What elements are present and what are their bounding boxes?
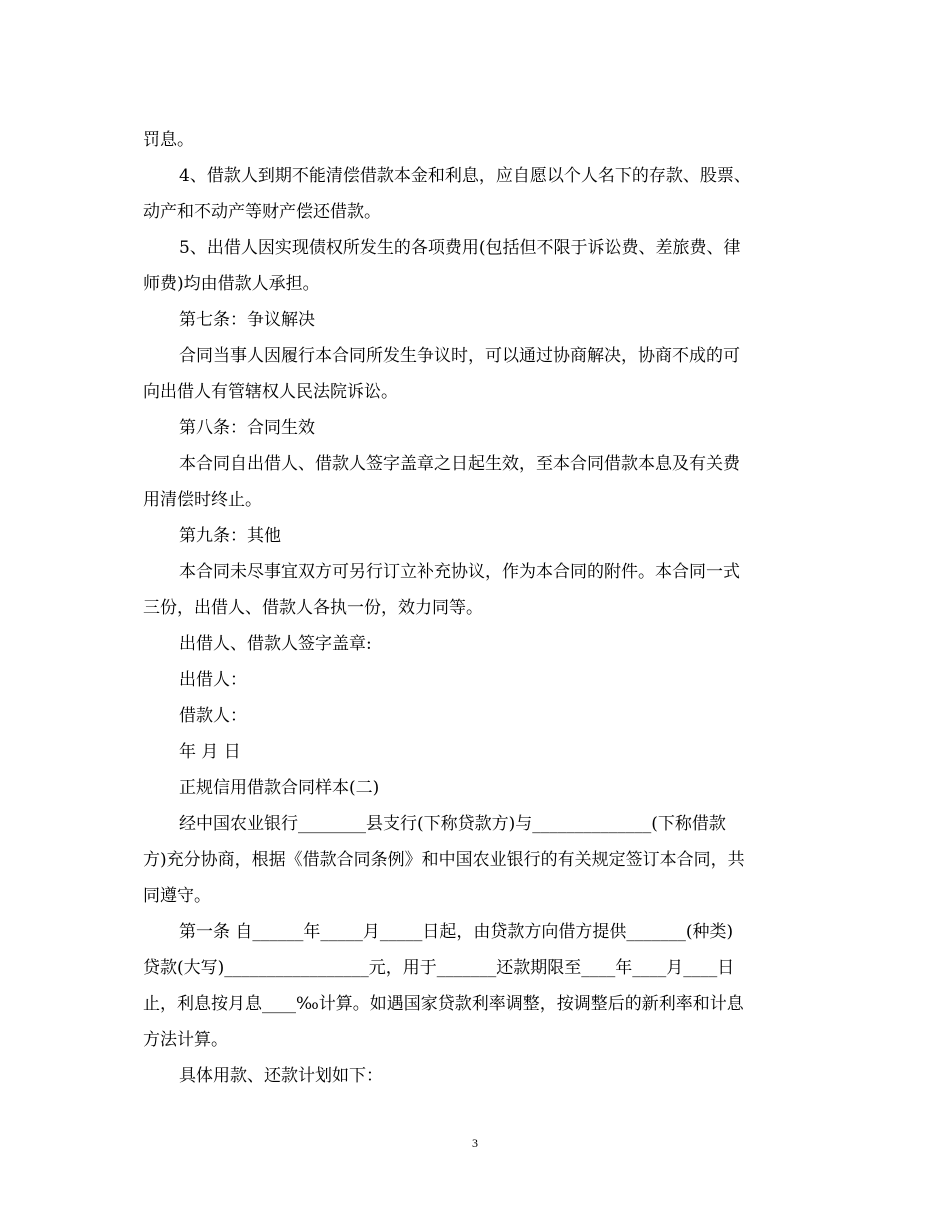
text-line: 4、借款人到期不能清偿借款本金和利息，应自愿以个人名下的存款、股票、 bbox=[179, 166, 751, 186]
text-line: 师费)均由借款人承担。 bbox=[143, 274, 320, 294]
text-line: 合同当事人因履行本合同所发生争议时，可以通过协商解决，协商不成的可 bbox=[179, 346, 740, 366]
text-line: 同遵守。 bbox=[143, 886, 211, 906]
text-line: 第八条：合同生效 bbox=[179, 418, 315, 438]
text-line: 第一条 自______年_____月_____日起，由贷款方向借方提供_______(种类) bbox=[179, 922, 734, 942]
text-line: 正规信用借款合同样本(二) bbox=[179, 778, 380, 798]
text-line: 出借人： bbox=[179, 670, 247, 690]
document-body bbox=[143, 122, 807, 1094]
text-line: 三份，出借人、借款人各执一份，效力同等。 bbox=[143, 598, 483, 618]
text-line: 方法计算。 bbox=[143, 1030, 228, 1050]
text-line: 第七条：争议解决 bbox=[179, 310, 315, 330]
text-line: 本合同自出借人、借款人签字盖章之日起生效，至本合同借款本息及有关费 bbox=[179, 454, 740, 474]
text-line: 用清偿时终止。 bbox=[143, 490, 262, 510]
text-line: 5、出借人因实现债权所发生的各项费用(包括但不限于诉讼费、差旅费、律 bbox=[179, 238, 741, 258]
page-number: 3 bbox=[472, 1136, 478, 1150]
text-line: 方)充分协商，根据《借款合同条例》和中国农业银行的有关规定签订本合同，共 bbox=[143, 850, 745, 870]
text-line: 出借人、借款人签字盖章: bbox=[179, 634, 372, 654]
text-line: 第九条：其他 bbox=[179, 526, 281, 546]
text-line: 罚息。 bbox=[143, 130, 194, 150]
text-line: 经中国农业银行________县支行(下称贷款方)与______________(下称借款 bbox=[179, 814, 726, 834]
text-line: 本合同未尽事宜双方可另行订立补充协议，作为本合同的附件。本合同一式 bbox=[179, 562, 740, 582]
text-line: 止，利息按月息____‰计算。如遇国家贷款利率调整，按调整后的新利率和计息 bbox=[143, 994, 744, 1014]
text-line: 贷款(大写)_________________元，用于_______还款期限至____年____月____日 bbox=[143, 958, 735, 978]
text-line: 年 月 日 bbox=[179, 742, 241, 762]
text-line: 向出借人有管辖权人民法院诉讼。 bbox=[143, 382, 398, 402]
text-line: 借款人： bbox=[179, 706, 247, 726]
text-line: 具体用款、还款计划如下： bbox=[179, 1066, 383, 1086]
text-line: 动产和不动产等财产偿还借款。 bbox=[143, 202, 381, 222]
